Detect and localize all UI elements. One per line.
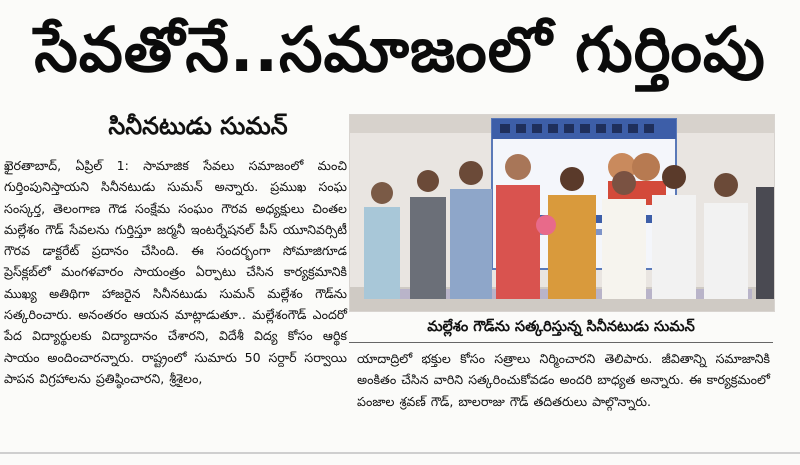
caption-divider — [349, 342, 773, 343]
article-body-right-column — [357, 348, 770, 412]
article-body-left-column — [4, 155, 347, 389]
photo-caption: మల్లేశం గౌడ్‌ను సత్కరిస్తున్న సినీనటుడు సుమన్ — [427, 319, 695, 335]
event-photo-illustration — [350, 115, 774, 311]
subheadline: సినీనటుడు సుమన్ — [108, 112, 288, 140]
news-photo — [349, 114, 775, 312]
page-bottom-divider — [0, 452, 800, 454]
article-paragraph-continued: యాదాద్రిలో భక్తుల కోసం సత్రాలు నిర్మించారని తెలిపారు. జీవితాన్ని సమాజానికి అంకితం చేసిన వారిని సత్కరించుకోవడం అందరి బాధ్యత అన్నారు. ఈ కార్యక్రమంలో పంజాల శ్రవణ్ గౌడ్, బాలరాజు గౌడ్ తదితరులు పాల్గొన్నారు. — [357, 351, 770, 409]
article-paragraph: ఖైరతాబాద్, ఏప్రిల్ 1: సామాజిక సేవలు సమాజంలో మంచి గుర్తింపునిస్తాయని సినీనటుడు సుమన్ అన్నారు. ప్రముఖ సంఘ సంస్కర్త, తెలంగాణ గౌడ సంక్షేమ సంఘం గౌరవ అధ్యక్షులు చింతల మల్లేశం గౌడ్ సేవలను గుర్తిస్తూ జర్మనీ ఇంటర్నేషనల్ పీస్ యూనివర్సిటీ గౌరవ డాక్టరేట్ ప్రదానం చేసింది. ఈ సందర్భంగా సోమాజిగూడ ప్రెస్‌క్లబ్‌లో మంగళవారం సాయంత్రం ఏర్పాటు చేసిన కార్యక్రమానికి ముఖ్య అతిథిగా హాజరైన సినీనటుడు సుమన్ మల్లేశం గౌడ్‌ను సత్కరించారు. అనంతరం ఆయన మాట్లాడుతూ.. మల్లేశంగౌడ్ ఎందరో పేద విద్యార్థులకు విద్యాదానం చేశారని, విదేశీ విద్య కోసం ఆర్థిక సాయం అందించారన్నారు. రాష్ట్రంలో సుమారు 50 సర్దార్ సర్వాయి పాపన విగ్రహాలను ప్రతిష్ఠించారని, శ్రీశైలం, — [4, 158, 347, 386]
headline: సేవతోనే..సమాజంలో గుర్తింపు — [34, 13, 766, 86]
